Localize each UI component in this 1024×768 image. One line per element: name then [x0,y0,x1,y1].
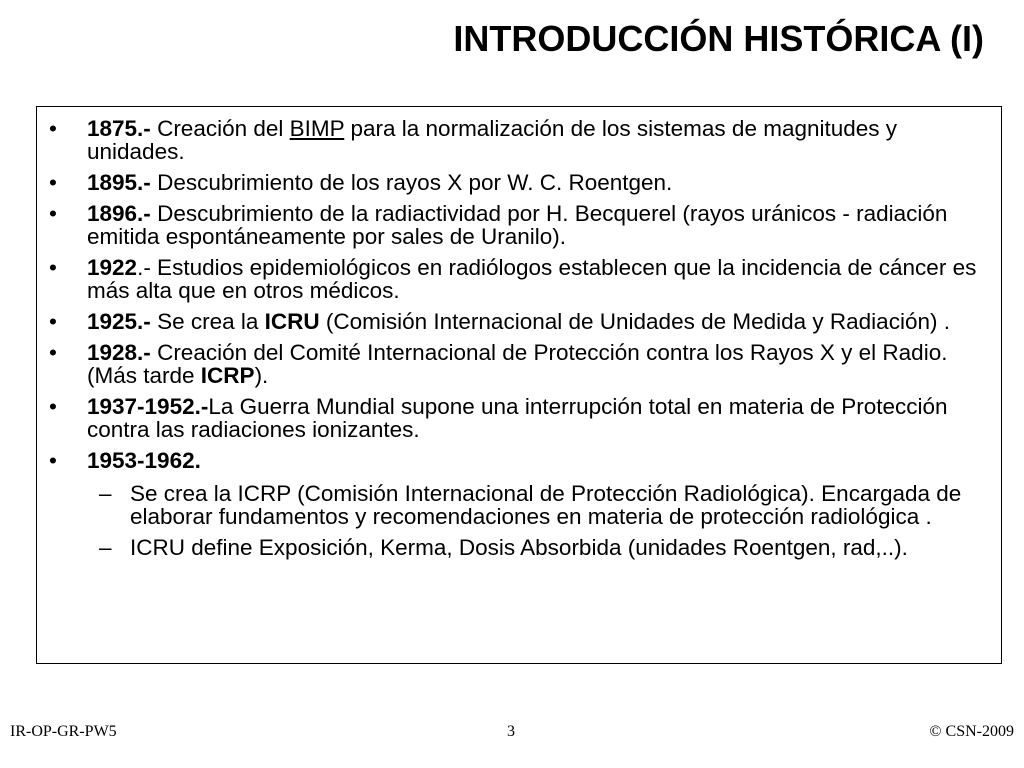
item-year: 1895.- [87,170,151,195]
sub-item-text: ICRU define Exposición, Kerma, Dosis Absorbida (unidades Roentgen, rad,..). [130,535,908,560]
bimp-link[interactable]: BIMP [289,116,345,141]
icrp-acronym: ICRP [200,363,255,388]
item-text: Creación del Comité Internacional de Protección contra los Rayos X y el Radio. (Más tarde [87,340,948,388]
sub-item-text: Se crea la ICRP (Comisión Internacional de Protección Radiológica). Encargada de elaborar fundamentos y recomendaciones en materia de protección radiológica . [130,481,962,529]
sub-list-item [87,482,987,528]
sub-list-item [87,536,987,559]
bullet-icon: • [49,170,57,195]
icru-acronym: ICRU [264,309,320,334]
item-text: ). [254,363,269,388]
bullet-icon: • [49,340,57,365]
sub-list [87,482,987,559]
item-year: 1922 [87,255,138,280]
list-item-1937-1952 [37,395,987,441]
list-item-1953-1962 [37,449,987,559]
item-text: (Comisión Internacional de Unidades de Medida y Radiación) . [319,309,950,334]
item-text: Descubrimiento de la radiactividad por H. Becquerel (rayos uránicos - radiación emitida espontáneamente por sales de Uranilo). [87,201,948,249]
item-text: Creación del [150,116,290,141]
item-year: 1896.- [87,201,151,226]
bullet-icon: • [49,255,57,280]
list-item-1895 [37,171,987,194]
footer-copyright: © CSN-2009 [929,723,1014,740]
list-item-1896 [37,202,987,248]
page-title: INTRODUCCIÓN HISTÓRICA (I) [453,18,984,59]
dash-icon: – [99,535,112,560]
dash-icon: – [99,481,112,506]
item-year: 1875.- [87,116,151,141]
content-box [36,106,1002,664]
bullet-icon: • [49,201,57,226]
bullet-icon: • [49,448,57,473]
footer-page-number: 3 [507,723,515,740]
list-item-1875 [37,117,987,163]
item-text: La Guerra Mundial supone una interrupción total en materia de Protección contra las radiaciones ionizantes. [87,394,948,442]
list-item-1925 [37,310,987,333]
bullet-icon: • [49,116,57,141]
list-item-1922 [37,256,987,302]
item-year: 1937-1952.- [87,394,209,419]
bullet-icon: • [49,309,57,334]
item-text: .- Estudios epidemiológicos en radiólogos establecen que la incidencia de cáncer es más alta que en otros médicos. [87,255,977,303]
list-item-1928 [37,341,987,387]
item-year: 1925.- [87,309,151,334]
bullet-icon: • [49,394,57,419]
footer-document-code: IR-OP-GR-PW5 [10,723,117,740]
item-text: Descubrimiento de los rayos X por W. C. Roentgen. [150,170,673,195]
item-year: 1928.- [87,340,151,365]
item-year: 1953-1962. [87,448,201,473]
timeline-list [37,107,1001,559]
item-text: para la normalización de los sistemas de magnitudes y unidades. [87,116,898,164]
item-text: Se crea la [150,309,265,334]
